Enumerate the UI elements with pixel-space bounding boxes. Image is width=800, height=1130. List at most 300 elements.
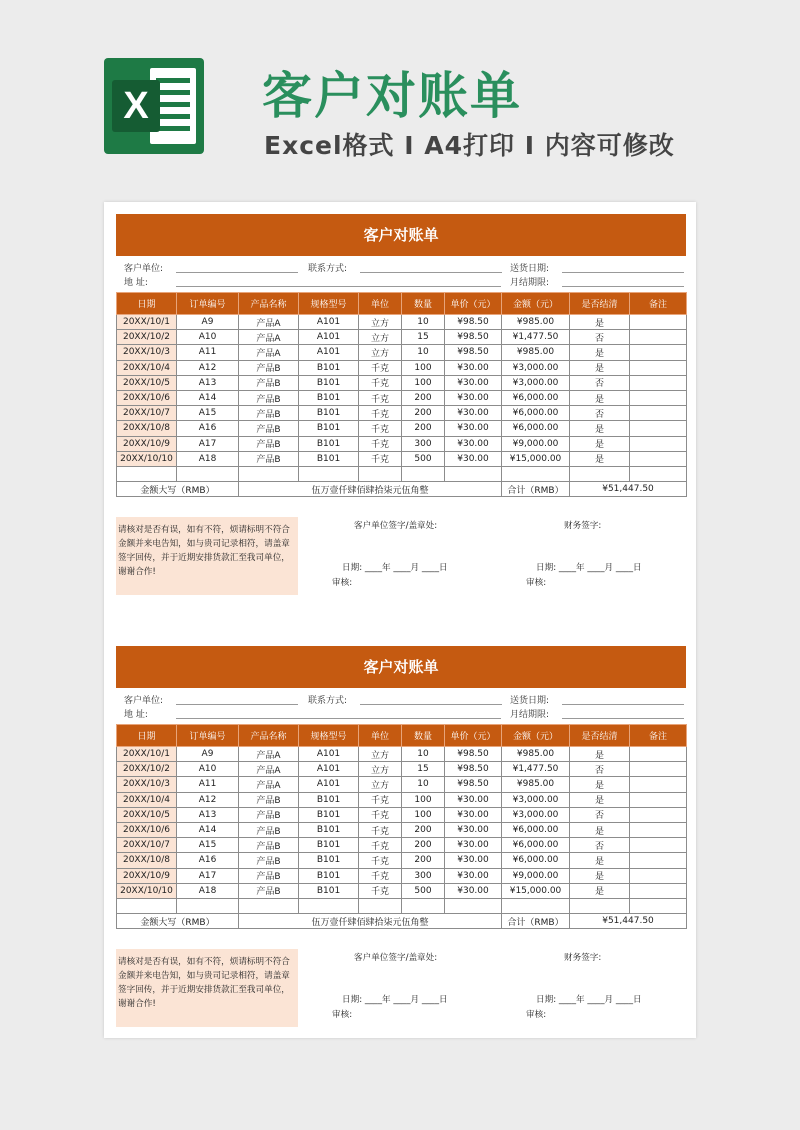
table-cell[interactable]: ¥30.00: [445, 390, 502, 405]
finance-date-line[interactable]: 日期: ____年 ____月 ____日: [536, 995, 642, 1006]
table-row: [117, 747, 687, 762]
table-row: [117, 406, 687, 421]
customer-sign-label: 客户单位签字/盖章处:: [354, 953, 438, 964]
table-cell[interactable]: 是: [570, 345, 630, 360]
table-cell[interactable]: 200: [402, 390, 445, 405]
table-cell[interactable]: [502, 898, 570, 913]
table-header-row: [117, 725, 687, 747]
column-header: 备注: [630, 293, 687, 315]
table-cell[interactable]: B101: [299, 807, 359, 822]
table-cell[interactable]: [630, 898, 687, 913]
table-cell[interactable]: [630, 747, 687, 762]
table-cell[interactable]: 20XX/10/7: [117, 838, 177, 853]
table-cell[interactable]: 产品B: [239, 375, 299, 390]
table-cell[interactable]: [177, 898, 239, 913]
table-cell[interactable]: 200: [402, 406, 445, 421]
table-cell[interactable]: ¥98.50: [445, 762, 502, 777]
address-label: 地 址:: [124, 710, 148, 720]
table-cell[interactable]: ¥30.00: [445, 883, 502, 898]
table-cell[interactable]: 是: [570, 390, 630, 405]
table-cell[interactable]: 20XX/10/9: [117, 868, 177, 883]
table-cell[interactable]: [630, 777, 687, 792]
table-cell[interactable]: [630, 853, 687, 868]
table-cell[interactable]: 千克: [359, 883, 402, 898]
column-header: 单位: [359, 725, 402, 747]
table-cell[interactable]: 产品A: [239, 315, 299, 330]
table-cell[interactable]: 产品A: [239, 330, 299, 345]
table-cell[interactable]: 20XX/10/8: [117, 853, 177, 868]
table-cell[interactable]: 300: [402, 436, 445, 451]
table-cell[interactable]: 是: [570, 853, 630, 868]
table-cell[interactable]: ¥98.50: [445, 345, 502, 360]
table-cell[interactable]: 产品A: [239, 747, 299, 762]
table-cell[interactable]: ¥30.00: [445, 868, 502, 883]
table-cell[interactable]: [502, 466, 570, 481]
table-cell[interactable]: A101: [299, 762, 359, 777]
table-cell[interactable]: A101: [299, 777, 359, 792]
table-cell[interactable]: ¥98.50: [445, 315, 502, 330]
table-cell[interactable]: [299, 898, 359, 913]
table-cell[interactable]: ¥15,000.00: [502, 451, 570, 466]
table-cell[interactable]: A10: [177, 762, 239, 777]
table-cell[interactable]: 200: [402, 822, 445, 837]
table-cell[interactable]: A14: [177, 822, 239, 837]
table-cell[interactable]: 是: [570, 883, 630, 898]
table-cell[interactable]: 20XX/10/10: [117, 883, 177, 898]
address-field[interactable]: [176, 718, 501, 719]
table-cell[interactable]: 是: [570, 421, 630, 436]
confirmation-note: 请核对是否有误，如有不符，烦请标明不符合金额并来电告知，如与贵司记录相符，请盖章签字回传，并于近期安排货款汇至我司单位，谢谢合作!: [116, 517, 298, 595]
table-cell[interactable]: [117, 466, 177, 481]
table-cell[interactable]: 立方: [359, 777, 402, 792]
table-cell[interactable]: [630, 838, 687, 853]
table-cell[interactable]: 立方: [359, 330, 402, 345]
table-cell[interactable]: 20XX/10/2: [117, 330, 177, 345]
table-cell[interactable]: A15: [177, 838, 239, 853]
table-cell[interactable]: [630, 807, 687, 822]
month-limit-field[interactable]: [562, 286, 684, 287]
logo-letter: X: [112, 80, 160, 132]
signature-area: [116, 929, 686, 1039]
table-cell[interactable]: 20XX/10/7: [117, 406, 177, 421]
table-row: [117, 822, 687, 837]
table-cell[interactable]: [630, 360, 687, 375]
table-cell[interactable]: A12: [177, 360, 239, 375]
table-cell[interactable]: B101: [299, 883, 359, 898]
table-cell[interactable]: [630, 792, 687, 807]
address-label: 地 址:: [124, 278, 148, 288]
table-cell[interactable]: A11: [177, 345, 239, 360]
table-cell[interactable]: 100: [402, 792, 445, 807]
table-header-row: [117, 293, 687, 315]
table-cell[interactable]: 10: [402, 747, 445, 762]
table-row: [117, 315, 687, 330]
statement-title: 客户对账单: [116, 214, 686, 256]
table-cell[interactable]: 产品B: [239, 436, 299, 451]
table-cell[interactable]: ¥9,000.00: [502, 436, 570, 451]
contact-field[interactable]: [360, 272, 502, 273]
table-cell[interactable]: [630, 466, 687, 481]
table-cell[interactable]: ¥6,000.00: [502, 421, 570, 436]
total-label: 金额大写（RMB）: [117, 482, 239, 497]
table-cell[interactable]: 立方: [359, 747, 402, 762]
statement-2: [116, 646, 686, 1039]
table-cell[interactable]: 产品B: [239, 883, 299, 898]
table-cell[interactable]: A16: [177, 421, 239, 436]
table-cell[interactable]: [402, 898, 445, 913]
table-cell[interactable]: A17: [177, 436, 239, 451]
customer-unit-field[interactable]: [176, 704, 298, 705]
table-cell[interactable]: 20XX/10/10: [117, 451, 177, 466]
table-row: [117, 330, 687, 345]
table-cell[interactable]: 千克: [359, 451, 402, 466]
table-cell[interactable]: 500: [402, 451, 445, 466]
month-limit-label: 月结期限:: [510, 710, 550, 720]
customer-date-line[interactable]: 日期: ____年 ____月 ____日: [342, 995, 448, 1006]
table-cell[interactable]: [630, 436, 687, 451]
statement-table: [116, 724, 687, 929]
table-cell[interactable]: 500: [402, 883, 445, 898]
column-header: 产品名称: [239, 293, 299, 315]
table-cell[interactable]: A12: [177, 792, 239, 807]
table-cell[interactable]: 20XX/10/4: [117, 792, 177, 807]
table-cell[interactable]: 千克: [359, 868, 402, 883]
table-row: [117, 792, 687, 807]
table-cell[interactable]: 20XX/10/8: [117, 421, 177, 436]
total-row: [117, 914, 687, 929]
customer-unit-field[interactable]: [176, 272, 298, 273]
table-cell[interactable]: 产品B: [239, 822, 299, 837]
month-limit-label: 月结期限:: [510, 278, 550, 288]
table-cell[interactable]: [630, 330, 687, 345]
table-cell[interactable]: 否: [570, 807, 630, 822]
column-header: 是否结清: [570, 293, 630, 315]
table-cell[interactable]: ¥6,000.00: [502, 838, 570, 853]
table-cell[interactable]: 200: [402, 853, 445, 868]
table-cell[interactable]: A9: [177, 747, 239, 762]
table-cell[interactable]: A13: [177, 375, 239, 390]
table-cell[interactable]: [630, 375, 687, 390]
table-cell[interactable]: A18: [177, 451, 239, 466]
table-cell[interactable]: [570, 466, 630, 481]
table-row: [117, 853, 687, 868]
table-cell[interactable]: 千克: [359, 390, 402, 405]
statement-info: [116, 256, 686, 292]
table-cell[interactable]: ¥985.00: [502, 747, 570, 762]
table-cell[interactable]: B101: [299, 868, 359, 883]
table-row: [117, 451, 687, 466]
column-header: 单位: [359, 293, 402, 315]
table-cell[interactable]: A17: [177, 868, 239, 883]
table-cell[interactable]: [239, 466, 299, 481]
table-cell[interactable]: B101: [299, 406, 359, 421]
table-cell[interactable]: 是: [570, 315, 630, 330]
statement-1: [116, 214, 686, 607]
table-row: [117, 777, 687, 792]
table-cell[interactable]: [630, 883, 687, 898]
table-cell[interactable]: A11: [177, 777, 239, 792]
table-cell[interactable]: 10: [402, 315, 445, 330]
table-cell[interactable]: B101: [299, 451, 359, 466]
table-cell[interactable]: ¥985.00: [502, 345, 570, 360]
table-cell[interactable]: B101: [299, 822, 359, 837]
table-cell[interactable]: 产品A: [239, 762, 299, 777]
table-cell[interactable]: ¥30.00: [445, 838, 502, 853]
table-cell[interactable]: ¥98.50: [445, 747, 502, 762]
month-limit-field[interactable]: [562, 718, 684, 719]
customer-sign-label: 客户单位签字/盖章处:: [354, 521, 438, 532]
table-cell[interactable]: 否: [570, 375, 630, 390]
table-cell[interactable]: [630, 762, 687, 777]
table-cell[interactable]: 15: [402, 330, 445, 345]
table-cell[interactable]: A101: [299, 315, 359, 330]
table-cell[interactable]: 产品A: [239, 777, 299, 792]
table-cell[interactable]: A10: [177, 330, 239, 345]
table-row: [117, 360, 687, 375]
table-cell[interactable]: ¥98.50: [445, 777, 502, 792]
table-cell[interactable]: A18: [177, 883, 239, 898]
table-cell[interactable]: 千克: [359, 792, 402, 807]
table-cell[interactable]: 20XX/10/3: [117, 345, 177, 360]
finance-date-line[interactable]: 日期: ____年 ____月 ____日: [536, 563, 642, 574]
table-cell[interactable]: ¥6,000.00: [502, 390, 570, 405]
table-cell[interactable]: ¥3,000.00: [502, 792, 570, 807]
table-cell[interactable]: 200: [402, 421, 445, 436]
table-cell[interactable]: [630, 451, 687, 466]
table-cell[interactable]: 10: [402, 345, 445, 360]
table-cell[interactable]: ¥30.00: [445, 421, 502, 436]
table-cell[interactable]: 产品B: [239, 868, 299, 883]
table-row: [117, 375, 687, 390]
table-cell[interactable]: ¥30.00: [445, 807, 502, 822]
table-row: [117, 883, 687, 898]
table-cell[interactable]: A13: [177, 807, 239, 822]
table-cell[interactable]: 产品B: [239, 406, 299, 421]
table-cell[interactable]: 20XX/10/5: [117, 375, 177, 390]
column-header: 金额（元）: [502, 725, 570, 747]
table-cell[interactable]: [299, 466, 359, 481]
table-cell[interactable]: 千克: [359, 838, 402, 853]
finance-sign-label: 财务签字:: [564, 521, 602, 532]
table-cell[interactable]: 是: [570, 792, 630, 807]
table-cell[interactable]: [445, 898, 502, 913]
table-cell[interactable]: ¥30.00: [445, 360, 502, 375]
contact-label: 联系方式:: [308, 696, 348, 706]
table-cell[interactable]: 是: [570, 777, 630, 792]
sum-label: 合计（RMB）: [502, 482, 570, 497]
excel-logo-icon: [104, 58, 204, 154]
table-cell[interactable]: ¥30.00: [445, 406, 502, 421]
table-cell[interactable]: 产品B: [239, 807, 299, 822]
table-cell[interactable]: [402, 466, 445, 481]
table-cell[interactable]: ¥30.00: [445, 436, 502, 451]
table-cell[interactable]: [359, 466, 402, 481]
delivery-date-field[interactable]: [562, 704, 684, 705]
table-row: [117, 436, 687, 451]
table-cell[interactable]: 是: [570, 822, 630, 837]
table-cell[interactable]: 300: [402, 868, 445, 883]
banner-title: 客户对账单: [262, 67, 522, 125]
banner-subtitle: Excel格式 I A4打印 I 内容可修改: [264, 131, 675, 160]
table-cell[interactable]: [630, 421, 687, 436]
table-cell[interactable]: 20XX/10/4: [117, 360, 177, 375]
confirmation-note: 请核对是否有误，如有不符，烦请标明不符合金额并来电告知，如与贵司记录相符，请盖章签字回传，并于近期安排货款汇至我司单位，谢谢合作!: [116, 949, 298, 1027]
table-cell[interactable]: B101: [299, 390, 359, 405]
table-cell[interactable]: 20XX/10/1: [117, 315, 177, 330]
table-cell[interactable]: A15: [177, 406, 239, 421]
table-cell[interactable]: ¥98.50: [445, 330, 502, 345]
table-cell[interactable]: 产品B: [239, 451, 299, 466]
table-cell[interactable]: A14: [177, 390, 239, 405]
table-cell[interactable]: [630, 315, 687, 330]
table-row: [117, 345, 687, 360]
table-cell[interactable]: 是: [570, 747, 630, 762]
finance-review-label: 审核:: [526, 1010, 547, 1021]
table-cell[interactable]: 20XX/10/2: [117, 762, 177, 777]
table-cell[interactable]: 100: [402, 375, 445, 390]
table-cell[interactable]: ¥6,000.00: [502, 853, 570, 868]
table-cell[interactable]: 15: [402, 762, 445, 777]
table-cell[interactable]: [359, 898, 402, 913]
table-cell[interactable]: 20XX/10/6: [117, 822, 177, 837]
customer-date-line[interactable]: 日期: ____年 ____月 ____日: [342, 563, 448, 574]
column-header: 数量: [402, 293, 445, 315]
table-cell[interactable]: A9: [177, 315, 239, 330]
table-cell[interactable]: 立方: [359, 315, 402, 330]
column-header: 规格型号: [299, 725, 359, 747]
table-cell[interactable]: 否: [570, 838, 630, 853]
table-row: [117, 421, 687, 436]
total-row: [117, 482, 687, 497]
table-cell[interactable]: [630, 868, 687, 883]
table-cell[interactable]: ¥15,000.00: [502, 883, 570, 898]
table-cell[interactable]: [445, 466, 502, 481]
table-cell[interactable]: B101: [299, 436, 359, 451]
table-cell[interactable]: ¥3,000.00: [502, 375, 570, 390]
table-cell[interactable]: ¥30.00: [445, 375, 502, 390]
table-cell[interactable]: [117, 898, 177, 913]
table-cell[interactable]: [630, 390, 687, 405]
table-cell[interactable]: 产品B: [239, 421, 299, 436]
table-cell[interactable]: B101: [299, 853, 359, 868]
table-cell[interactable]: 20XX/10/5: [117, 807, 177, 822]
finance-review-label: 审核:: [526, 578, 547, 589]
table-cell[interactable]: [630, 406, 687, 421]
table-cell[interactable]: 200: [402, 838, 445, 853]
banner: [0, 0, 800, 200]
table-cell[interactable]: 是: [570, 360, 630, 375]
table-cell[interactable]: 产品B: [239, 390, 299, 405]
table-cell[interactable]: 是: [570, 451, 630, 466]
table-cell[interactable]: [239, 898, 299, 913]
table-cell[interactable]: A101: [299, 345, 359, 360]
table-cell[interactable]: A101: [299, 747, 359, 762]
table-cell[interactable]: [570, 898, 630, 913]
table-cell[interactable]: ¥9,000.00: [502, 868, 570, 883]
table-cell[interactable]: 是: [570, 868, 630, 883]
table-cell[interactable]: B101: [299, 421, 359, 436]
statement-info: [116, 688, 686, 724]
table-cell[interactable]: [630, 345, 687, 360]
table-cell[interactable]: 千克: [359, 807, 402, 822]
table-cell[interactable]: 千克: [359, 375, 402, 390]
table-cell[interactable]: ¥985.00: [502, 777, 570, 792]
sum-value: ¥51,447.50: [570, 482, 687, 497]
table-cell[interactable]: 100: [402, 360, 445, 375]
table-cell[interactable]: [630, 822, 687, 837]
column-header: 规格型号: [299, 293, 359, 315]
table-cell[interactable]: ¥30.00: [445, 451, 502, 466]
table-cell[interactable]: ¥6,000.00: [502, 822, 570, 837]
table-cell[interactable]: 立方: [359, 345, 402, 360]
delivery-date-label: 送货日期:: [510, 264, 550, 274]
table-cell[interactable]: 20XX/10/6: [117, 390, 177, 405]
table-cell[interactable]: A16: [177, 853, 239, 868]
table-cell[interactable]: B101: [299, 375, 359, 390]
table-cell[interactable]: 千克: [359, 406, 402, 421]
address-field[interactable]: [176, 286, 501, 287]
table-cell[interactable]: 100: [402, 807, 445, 822]
table-cell[interactable]: 立方: [359, 762, 402, 777]
contact-field[interactable]: [360, 704, 502, 705]
table-cell[interactable]: 产品B: [239, 838, 299, 853]
table-cell[interactable]: ¥1,477.50: [502, 762, 570, 777]
table-cell[interactable]: ¥985.00: [502, 315, 570, 330]
table-cell[interactable]: B101: [299, 360, 359, 375]
table-cell[interactable]: ¥1,477.50: [502, 330, 570, 345]
contact-label: 联系方式:: [308, 264, 348, 274]
table-cell[interactable]: 10: [402, 777, 445, 792]
table-cell[interactable]: 千克: [359, 853, 402, 868]
column-header: 单价（元）: [445, 293, 502, 315]
table-cell[interactable]: A101: [299, 330, 359, 345]
table-cell[interactable]: B101: [299, 838, 359, 853]
table-cell[interactable]: B101: [299, 792, 359, 807]
table-cell[interactable]: 否: [570, 762, 630, 777]
table-cell[interactable]: ¥30.00: [445, 822, 502, 837]
table-cell[interactable]: 是: [570, 436, 630, 451]
table-cell[interactable]: 产品B: [239, 360, 299, 375]
table-cell[interactable]: 产品B: [239, 853, 299, 868]
table-row-empty: [117, 466, 687, 481]
table-cell[interactable]: 20XX/10/3: [117, 777, 177, 792]
total-label: 金额大写（RMB）: [117, 914, 239, 929]
table-cell[interactable]: ¥30.00: [445, 853, 502, 868]
statement-title: 客户对账单: [116, 646, 686, 688]
table-cell[interactable]: 否: [570, 406, 630, 421]
table-cell[interactable]: ¥30.00: [445, 792, 502, 807]
table-cell[interactable]: ¥6,000.00: [502, 406, 570, 421]
table-cell[interactable]: 产品A: [239, 345, 299, 360]
table-cell[interactable]: 产品B: [239, 792, 299, 807]
column-header: 订单编号: [177, 293, 239, 315]
table-cell[interactable]: 千克: [359, 822, 402, 837]
table-cell[interactable]: ¥3,000.00: [502, 360, 570, 375]
delivery-date-field[interactable]: [562, 272, 684, 273]
table-row: [117, 838, 687, 853]
table-cell[interactable]: 20XX/10/1: [117, 747, 177, 762]
table-cell[interactable]: 千克: [359, 421, 402, 436]
sum-label: 合计（RMB）: [502, 914, 570, 929]
table-cell[interactable]: 否: [570, 330, 630, 345]
customer-review-label: 审核:: [332, 1010, 353, 1021]
table-cell[interactable]: 20XX/10/9: [117, 436, 177, 451]
table-cell[interactable]: 千克: [359, 360, 402, 375]
table-cell[interactable]: [177, 466, 239, 481]
table-cell[interactable]: ¥3,000.00: [502, 807, 570, 822]
table-cell[interactable]: 千克: [359, 436, 402, 451]
column-header: 订单编号: [177, 725, 239, 747]
